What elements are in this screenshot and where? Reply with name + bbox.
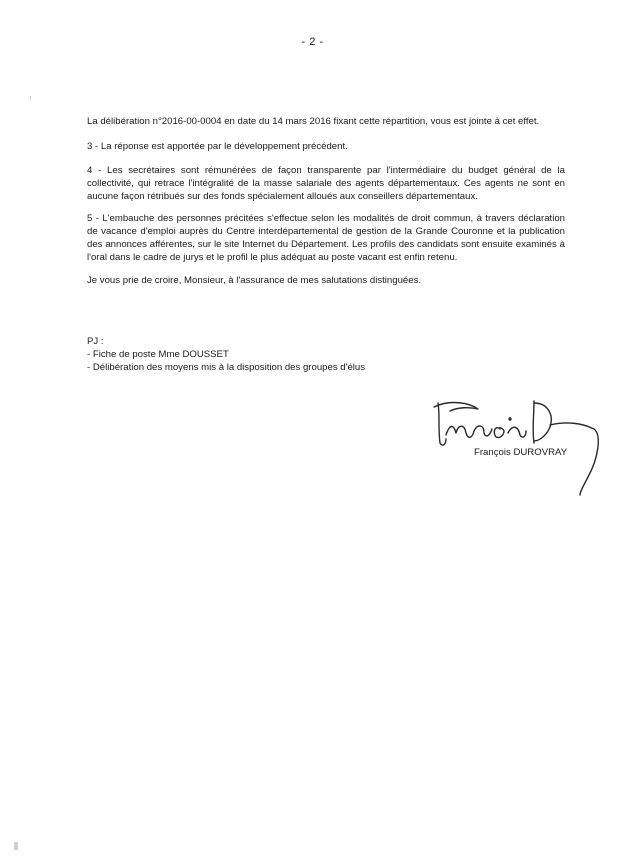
closing-salutation: Je vous prie de croire, Monsieur, à l'assurance de mes salutations distinguées.: [87, 275, 422, 286]
page-number: - 2 -: [301, 36, 324, 48]
attachment-item: - Fiche de poste Mme DOUSSET: [87, 349, 229, 360]
attachment-item: - Délibération des moyens mis à la disposition des groupes d'élus: [87, 362, 366, 373]
scan-artifact: [30, 96, 31, 100]
attachments-heading: PJ :: [87, 336, 104, 347]
paragraph-deliberation: La délibération n°2016-00-0004 en date du 14 mars 2016 fixant cette répartition, vous est jointe à cet effet.: [87, 116, 540, 127]
signatory-name: François DUROVRAY: [474, 447, 568, 458]
signature-block: [430, 395, 610, 505]
paragraph-point-4: 4 - Les secrétaires sont rémunérées de façon transparente par l'intermédiaire du budget général de la collectivité, qui retrace l'intégralité de la masse salariale des agents départementaux. Ces agents ne sont en aucune façon rétribués sur des fonds spécialement alloués aux conseillers départementaux.: [87, 165, 565, 202]
paragraph-point-3: 3 - La réponse est apportée par le développement précédent.: [87, 141, 348, 152]
attachments-list: [87, 335, 365, 374]
scan-artifact: [14, 842, 18, 850]
paragraph-point-5: 5 - L'embauche des personnes précitées s'effectue selon les modalités de droit commun, à travers déclaration de vacance d'emploi auprès du Centre interdépartemental de gestion de la Grande Couronne et la publication des annonces afférentes, sur le site Internet du Département. Les profils des candidats sont ensuite examinés à l'oral dans le cadre de jurys et le profil le plus adéquat au poste vacant est enfin retenu.: [87, 213, 565, 263]
